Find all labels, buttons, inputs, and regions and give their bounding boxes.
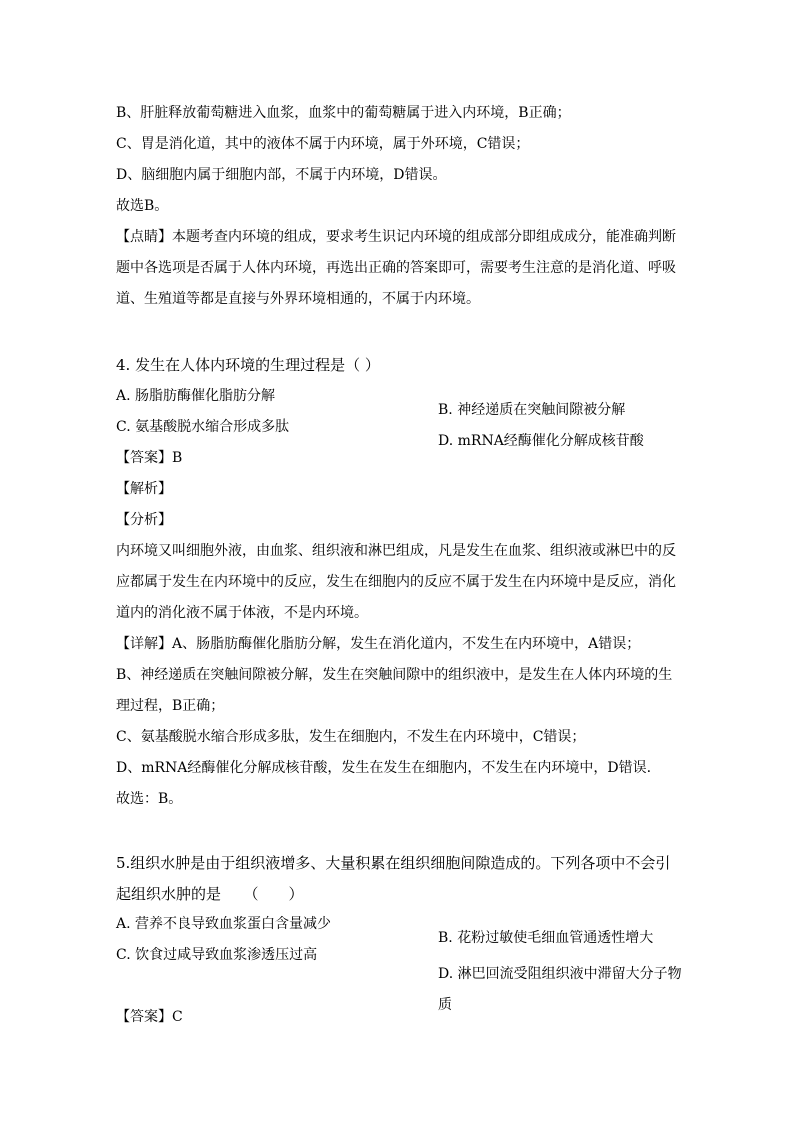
q4-detail-d: D、mRNA经酶催化分解成核苷酸，发生在发生在细胞内，不发生在内环境中，D错误.: [116, 760, 652, 776]
q5-option-c: C. 饮食过咸导致血浆渗透压过高: [116, 947, 318, 963]
analysis-line-b: B、肝脏释放葡萄糖进入血浆，血浆中的葡萄糖属于进入内环境，B正确；: [116, 105, 571, 121]
question-5-stem: 5.组织水肿是由于组织液增多、大量积累在组织细胞间隙造成的。下列各项中不会引起组织水肿的是 （ ）: [116, 854, 671, 903]
q4-option-d: D. mRNA经酶催化分解成核苷酸: [438, 433, 644, 449]
analysis-line-c: C、胃是消化道，其中的液体不属于内环境，属于外环境，C错误；: [116, 136, 530, 152]
q4-answer-choice: 故选：B。: [116, 791, 183, 807]
q5-answer: 【答案】C: [116, 1009, 183, 1025]
q4-fenxi-heading: 【分析】: [116, 512, 172, 528]
q5-option-d: D. 淋巴回流受阻组织液中滞留大分子物质: [438, 966, 682, 1013]
answer-choice-line: 故选B。: [116, 198, 169, 214]
comment-paragraph: 【点睛】本题考查内环境的组成，要求考生识记内环境的组成部分即组成成分，能准确判断题中各选项是否属于人体内环境，再选出正确的答案即可，需要考生注意的是消化道、呼吸道、生殖道等都是直接与外界环境相通的，不属于内环境。: [116, 229, 676, 307]
q4-detail-b: B、神经递质在突触间隙被分解，发生在突触间隙中的组织液中，是发生在人体内环境的生理过程，B正确；: [116, 667, 673, 714]
q4-analysis-paragraph: 内环境又叫细胞外液，由血浆、组织液和淋巴组成，凡是发生在血浆、组织液或淋巴中的反应都属于发生在内环境中的反应，发生在细胞内的反应不属于发生在内环境中是反应，消化道内的消化液不属于体液，不是内环境。: [116, 543, 676, 621]
q4-detail-a: 【详解】A、肠脂肪酶催化脂肪分解，发生在消化道内，不发生在内环境中，A错误；: [116, 636, 641, 652]
q4-option-a: A. 肠脂肪酶催化脂肪分解: [116, 388, 276, 404]
q4-jiexi-heading: 【解析】: [116, 481, 172, 497]
analysis-line-d: D、脑细胞内属于细胞内部，不属于内环境，D错误。: [116, 167, 447, 183]
q5-option-b: B. 花粉过敏使毛细血管通透性增大: [438, 930, 654, 946]
q4-detail-c: C、氨基酸脱水缩合形成多肽，发生在细胞内，不发生在内环境中，C错误；: [116, 729, 586, 745]
question-4-stem: 4. 发生在人体内环境的生理过程是（ ）: [116, 356, 380, 374]
q5-option-a: A. 营养不良导致血浆蛋白含量减少: [116, 916, 332, 932]
q4-answer: 【答案】B: [116, 450, 183, 466]
q4-option-b: B. 神经递质在突触间隙被分解: [438, 402, 626, 418]
q4-option-c: C. 氨基酸脱水缩合形成多肽: [116, 419, 290, 435]
